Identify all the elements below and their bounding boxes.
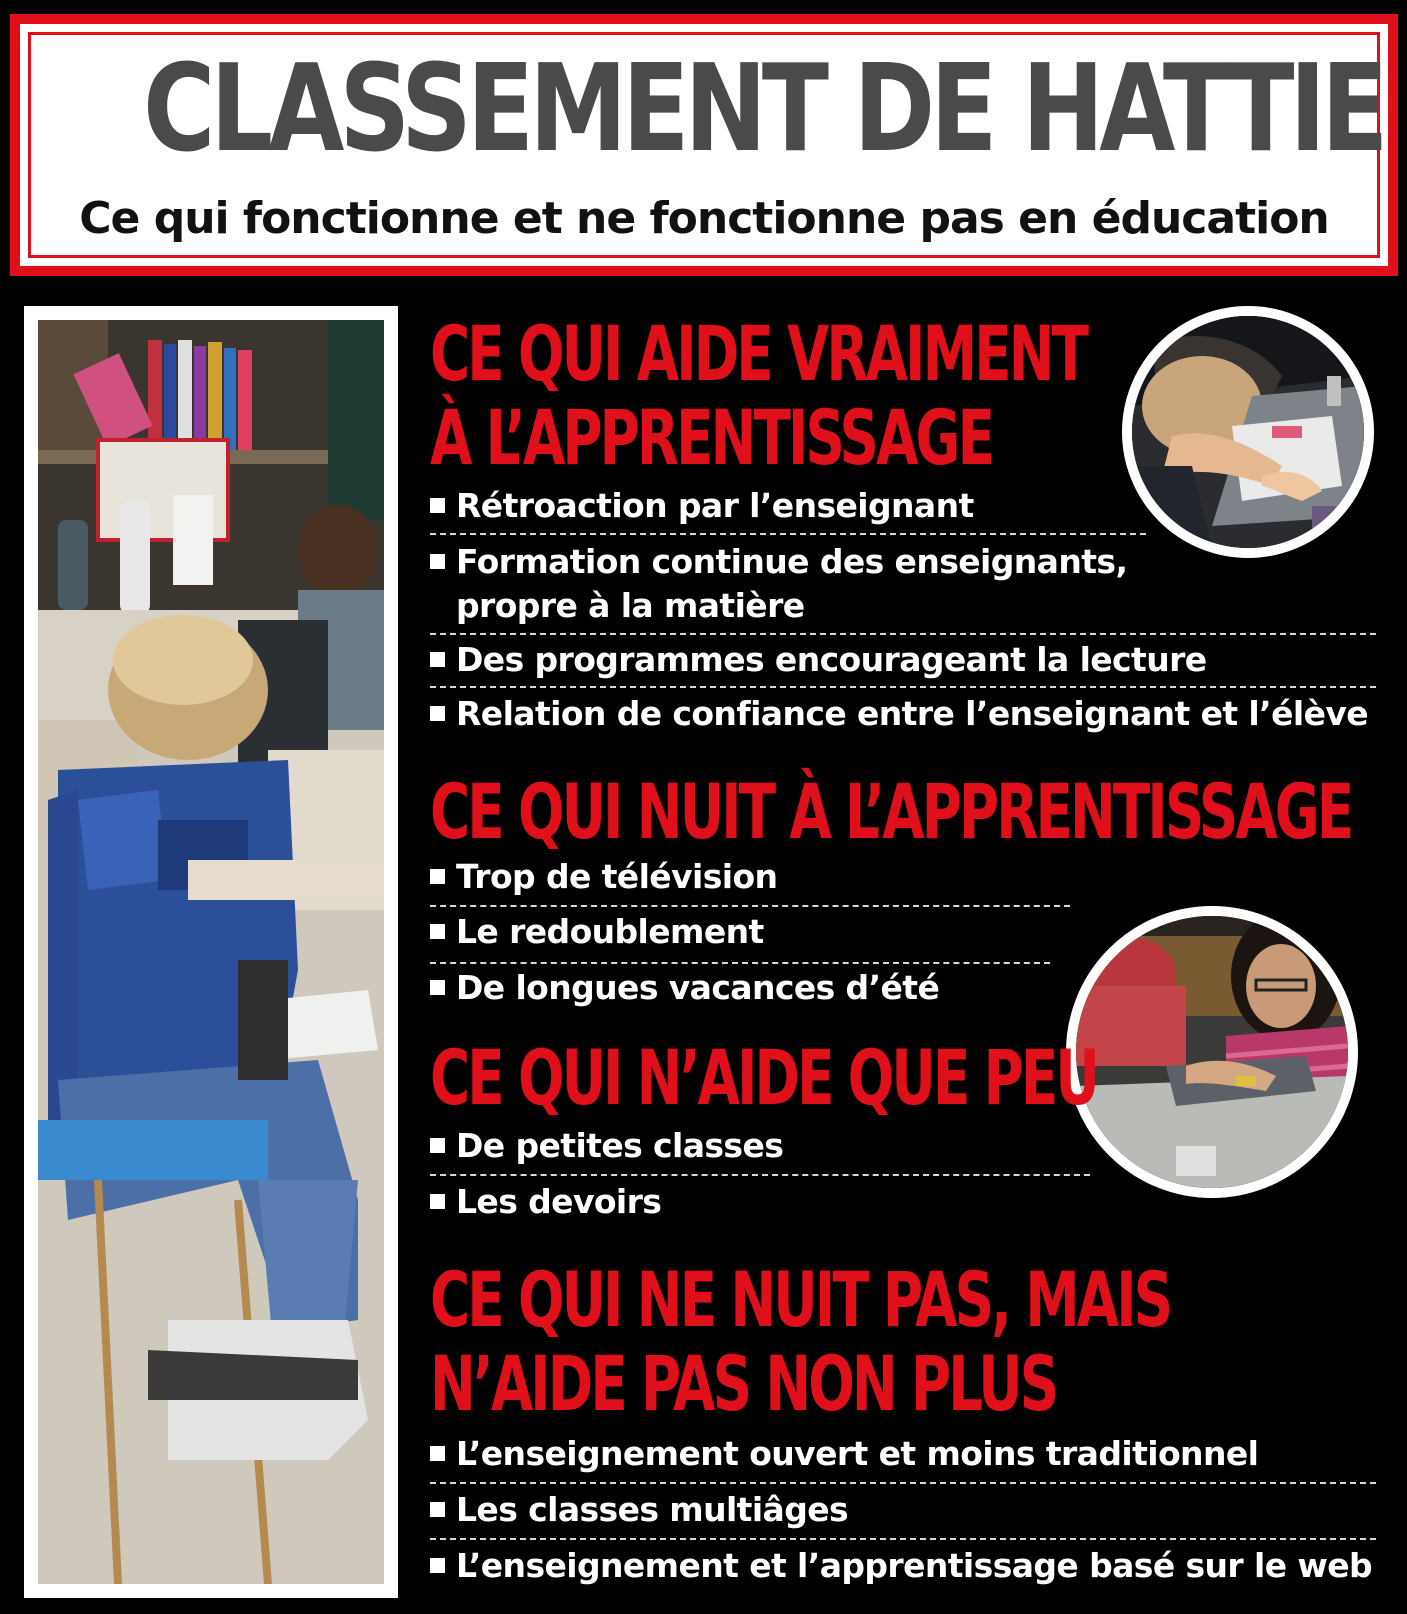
list-item: De petites classes [430, 1124, 783, 1168]
square-bullet-icon [430, 980, 445, 995]
square-bullet-icon [430, 652, 445, 667]
list-item: Rétroaction par l’enseignant [430, 484, 974, 528]
section-title-line: CE QUI NE NUIT PAS, MAIS [430, 1255, 1171, 1344]
square-bullet-icon [430, 1446, 445, 1461]
section-title-line: CE QUI AIDE VRAIMENT [430, 309, 1087, 398]
section-title-line: N’AIDE PAS NON PLUS [430, 1339, 1057, 1428]
square-bullet-icon [430, 924, 445, 939]
list-item: L’enseignement et l’apprentissage basé sur le web [430, 1544, 1372, 1588]
section-title-helps [430, 309, 1087, 482]
list-item: L’enseignement ouvert et moins traditionnel [430, 1432, 1258, 1476]
list-item: Des programmes encourageant la lecture [430, 638, 1207, 682]
square-bullet-icon [430, 1558, 445, 1573]
square-bullet-icon [430, 498, 445, 513]
header-banner [10, 14, 1398, 276]
classroom-photo-frame [24, 306, 398, 1598]
square-bullet-icon [430, 1194, 445, 1209]
dashed-divider [430, 1174, 1090, 1176]
dashed-divider [430, 686, 1376, 688]
students-writing-photo [1122, 306, 1374, 558]
square-bullet-icon [430, 1138, 445, 1153]
section-title-line: À L’APPRENTISSAGE [430, 393, 993, 482]
section-title-helps-little [430, 1033, 1097, 1122]
girl-student-image [1076, 916, 1348, 1188]
classroom-photo [38, 320, 384, 1584]
girl-student-photo [1066, 906, 1358, 1198]
list-item: Trop de télévision [430, 855, 777, 899]
square-bullet-icon [430, 554, 445, 569]
square-bullet-icon [430, 706, 445, 721]
section-title-line: CE QUI N’AIDE QUE PEU [430, 1033, 1097, 1122]
dashed-divider [430, 533, 1146, 535]
main-title: CLASSEMENT DE HATTIE [143, 40, 1384, 179]
dashed-divider [430, 633, 1376, 635]
section-title-line: CE QUI NUIT À L’APPRENTISSAGE [430, 767, 1352, 856]
dashed-divider [430, 905, 1070, 907]
square-bullet-icon [430, 869, 445, 884]
list-item: Les classes multiâges [430, 1488, 848, 1532]
list-item: Les devoirs [430, 1180, 661, 1224]
list-item: Relation de confiance entre l’enseignant et l’élève [430, 692, 1368, 736]
dashed-divider [430, 1538, 1376, 1540]
list-item: Le redoublement [430, 910, 764, 954]
dashed-divider [430, 1482, 1376, 1484]
section-title-hurts [430, 767, 1352, 856]
list-item: Formation continue des enseignants, propre à la matière [430, 540, 1127, 628]
square-bullet-icon [430, 1502, 445, 1517]
dashed-divider [430, 962, 1050, 964]
subtitle: Ce qui fonctionne et ne fonctionne pas en éducation [79, 193, 1329, 244]
list-item: De longues vacances d’été [430, 966, 939, 1010]
section-title-neutral [430, 1255, 1171, 1428]
students-writing-image [1132, 316, 1364, 548]
